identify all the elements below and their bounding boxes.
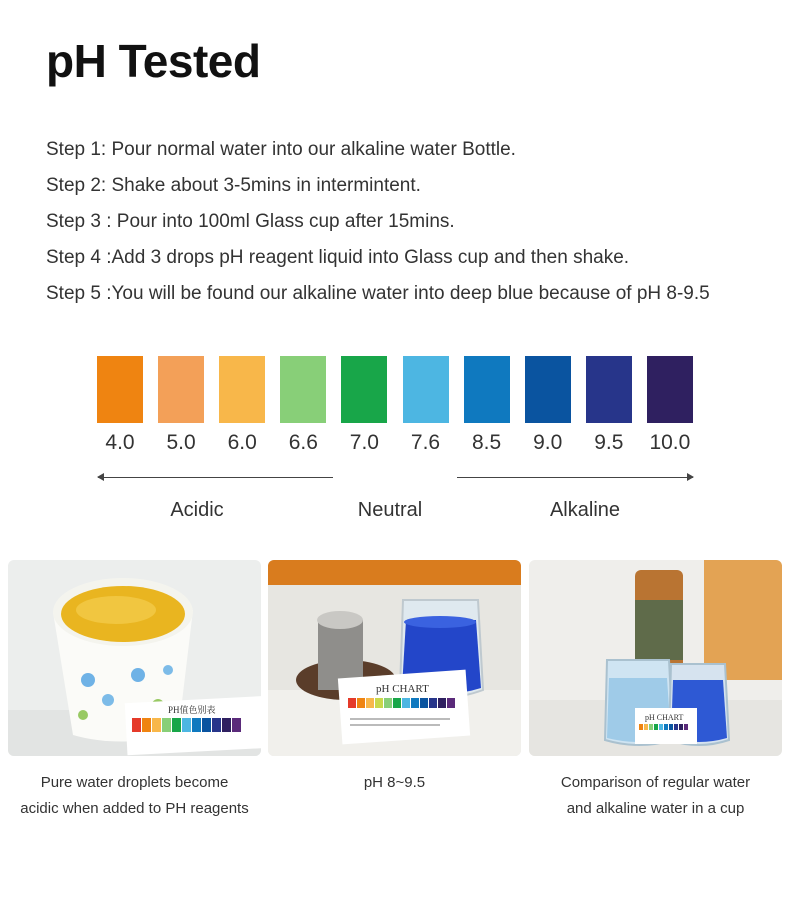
caption-line: and alkaline water in a cup: [566, 800, 745, 817]
step-5: Step 5 :You will be found our alkaline water into deep blue because of pH 8-9.5: [46, 283, 710, 304]
ph-label-10-0: 10.0: [649, 431, 691, 454]
alkaline-arrow: [457, 477, 693, 478]
ph-label-6-6: 6.6: [288, 431, 318, 454]
caption-line: acidic when added to PH reagents: [20, 800, 249, 817]
ph-label-4-0: 4.0: [105, 431, 135, 454]
ph-swatch-6-0: [219, 356, 265, 423]
page-title: pH Tested: [46, 35, 261, 87]
neutral-label: Neutral: [357, 499, 423, 521]
ph-label-9-0: 9.0: [533, 431, 563, 454]
ph-swatch-9-5: [586, 356, 632, 423]
ph-label-8-5: 8.5: [471, 431, 502, 454]
caption-line: Pure water droplets become: [40, 774, 229, 791]
alkaline-label: Alkaline: [549, 499, 621, 521]
caption-comparison: [529, 770, 782, 822]
step-2: Step 2: Shake about 3-5mins in intermintent.: [46, 175, 421, 196]
ph-label-7-6: 7.6: [410, 431, 441, 454]
caption-line: Comparison of regular water: [560, 774, 751, 791]
ph-swatch-9-0: [525, 356, 571, 423]
caption-line: pH 8~9.5: [363, 774, 426, 791]
ph-swatch-8-5: [464, 356, 510, 423]
steps-list: [46, 132, 710, 312]
ph-label-6-0: 6.0: [227, 431, 257, 454]
ph-label-7-0: 7.0: [349, 431, 379, 454]
card-text-2: pH CHART: [376, 683, 429, 695]
caption-acidic: [8, 770, 261, 822]
ph-value-labels: [97, 431, 697, 457]
ph-swatch-10-0: [647, 356, 693, 423]
caption-alkaline: [268, 770, 521, 796]
photo-acidic-cup: [8, 560, 261, 756]
card-text-3: pH CHART: [645, 713, 684, 722]
acidic-arrow: [98, 477, 333, 478]
ph-swatch-6-6: [280, 356, 326, 423]
step-4: Step 4 :Add 3 drops pH reagent liquid into Glass cup and then shake.: [46, 247, 630, 268]
step-1: Step 1: Pour normal water into our alkaline water Bottle.: [46, 139, 516, 160]
ph-label-5-0: 5.0: [166, 431, 196, 454]
step-3: Step 3 : Pour into 100ml Glass cup after 15mins.: [46, 211, 455, 232]
ph-swatch-5-0: [158, 356, 204, 423]
acidic-label: Acidic: [170, 499, 224, 521]
ph-label-9-5: 9.5: [594, 431, 624, 454]
ph-swatch-7-0: [341, 356, 387, 423]
photo-alkaline-beaker: [268, 560, 521, 756]
photo-comparison: [529, 560, 782, 756]
card-text-1: PH值色别表: [168, 705, 216, 715]
ph-color-scale: [97, 356, 697, 426]
ph-swatch-7-6: [403, 356, 449, 423]
ph-swatch-4-0: [97, 356, 143, 423]
